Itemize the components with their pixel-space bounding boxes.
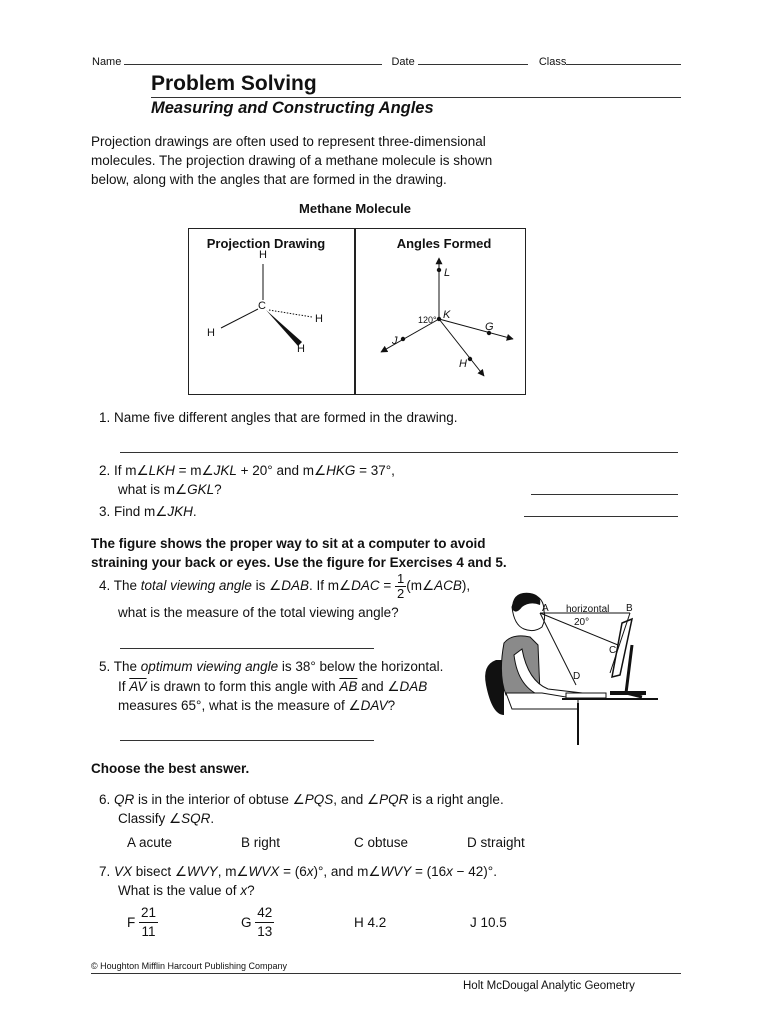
page-subtitle: Measuring and Constructing Angles — [151, 99, 434, 117]
label-j: J — [392, 335, 398, 347]
q6-text: , and ∠ — [333, 792, 380, 807]
q7-text: )°, and m∠ — [313, 864, 381, 879]
q2-text: + 20° and m∠ — [236, 463, 327, 478]
q6-choice-b[interactable]: B right — [241, 835, 281, 850]
q4-angle: DAC — [351, 578, 380, 594]
q6-angle: SQR — [181, 811, 211, 826]
projection-drawing-title: Projection Drawing — [206, 236, 326, 251]
q2-angle: HKG — [326, 463, 356, 478]
q6-choice-d[interactable]: D straight — [467, 835, 525, 850]
q5-text: The — [113, 659, 141, 674]
point-l — [437, 268, 441, 272]
q4-angle: DAB — [281, 578, 309, 594]
fraction-numerator: 42 — [255, 904, 274, 923]
date-label: Date — [391, 56, 415, 68]
segment-ab: $\overline{AB}$ — [339, 679, 358, 694]
q7-text: = (6 — [279, 864, 307, 879]
answer-line-q1[interactable] — [120, 452, 678, 453]
q7-choice-f[interactable] — [127, 904, 158, 941]
question-2 — [99, 461, 395, 480]
book-title: Holt McDougal Analytic Geometry — [463, 980, 635, 992]
keyboard — [566, 693, 606, 698]
label-c: C — [609, 645, 617, 656]
atom-c: C — [258, 300, 266, 312]
label-horizontal: horizontal — [566, 604, 610, 615]
fraction-42-13 — [255, 904, 274, 941]
q6-angle: PQR — [379, 792, 409, 807]
copyright: © Houghton Mifflin Harcourt Publishing Company — [91, 961, 288, 971]
question-2-line2 — [118, 480, 222, 499]
question-4-line2: what is the measure of the total viewing angle? — [118, 605, 399, 620]
monitor-base — [610, 691, 646, 695]
q4-angle: ACB — [434, 578, 462, 594]
question-number: 7. — [99, 864, 111, 879]
q7-text: − 42)°. — [452, 864, 497, 879]
q7-var: x — [306, 864, 314, 879]
intro-line: below, along with the angles that are formed in the drawing. — [91, 172, 447, 187]
q6-choice-c[interactable]: C obtuse — [354, 835, 409, 850]
q6-angle: PQS — [304, 792, 334, 807]
atom-h-bottom: H — [297, 343, 305, 355]
point-j — [401, 337, 405, 341]
question-number: 3. — [99, 504, 111, 519]
segment-av: $\overline{AV}$ — [129, 679, 147, 694]
q5-term: optimum viewing angle — [140, 659, 279, 674]
q7-var: x — [240, 883, 248, 898]
fraction-numerator: 1 — [397, 571, 405, 586]
q5-text: and ∠ — [357, 679, 400, 694]
question-6-line2 — [118, 809, 214, 828]
q2-angle: GKL — [187, 482, 215, 497]
answer-line-q5[interactable] — [120, 740, 374, 741]
question-7-line2 — [118, 881, 255, 900]
point-h — [468, 357, 472, 361]
q2-angle: JKL — [213, 463, 237, 478]
question-1 — [99, 408, 457, 427]
label-g: G — [485, 321, 494, 333]
label-l: L — [444, 267, 451, 279]
q2-text: = m∠ — [174, 463, 214, 478]
name-label: Name — [92, 56, 122, 68]
answer-line-q4[interactable] — [120, 648, 374, 649]
q7-text: ? — [247, 883, 255, 898]
choose-best-answer: Choose the best answer. — [91, 761, 250, 776]
q5-text: measures 65°, what is the measure of ∠ — [118, 698, 361, 713]
atom-h-top: H — [259, 249, 267, 261]
label-d: D — [573, 671, 581, 682]
angles-formed-title: Angles Formed — [396, 236, 492, 251]
q5-angle: DAV — [360, 698, 388, 713]
answer-line-q3[interactable] — [524, 516, 678, 517]
q2-text: If m∠ — [114, 463, 149, 478]
section-line: straining your back or eyes. Use the figure for Exercises 4 and 5. — [91, 555, 507, 570]
label-120-degrees: 120° — [418, 315, 437, 325]
atom-h-left: H — [207, 327, 215, 339]
footer-divider — [91, 973, 681, 974]
q7-choice-j[interactable]: J 10.5 — [470, 915, 507, 930]
q7-choice-g[interactable] — [241, 904, 274, 941]
name-field[interactable] — [124, 52, 382, 65]
question-number: 4. — [99, 578, 111, 594]
q6-text: Classify ∠ — [118, 811, 182, 826]
q5-text: is drawn to form this angle with — [146, 679, 340, 694]
q7-angle: WVX — [248, 864, 280, 879]
bond-left — [221, 309, 258, 328]
class-label: Class — [538, 56, 567, 68]
label-h: H — [459, 358, 467, 370]
date-field[interactable] — [418, 52, 528, 65]
q4-term: total viewing angle — [140, 578, 252, 594]
q5-angle: DAB — [399, 679, 428, 694]
answer-line-q2[interactable] — [531, 494, 678, 495]
q4-text: = — [379, 578, 396, 594]
q7-text: bisect ∠ — [132, 864, 187, 879]
label-k: K — [443, 309, 451, 321]
q4-text: ), — [461, 578, 471, 594]
bond-right-hashed — [269, 310, 312, 317]
ray-kg — [439, 319, 513, 339]
q4-text: is ∠ — [251, 578, 282, 594]
atom-h-right: H — [315, 313, 323, 325]
bond-bottom-wedge — [266, 310, 302, 346]
point-k — [437, 317, 441, 321]
q7-angle: WVY — [380, 864, 412, 879]
q6-choice-a[interactable]: A acute — [127, 835, 173, 850]
one-half-fraction — [395, 572, 406, 601]
fraction-denominator: 2 — [397, 586, 405, 601]
q2-text: what is m∠ — [118, 482, 188, 497]
q3-text: Find m∠ — [114, 504, 168, 519]
label-20-degrees: 20° — [574, 617, 590, 628]
name-row — [92, 52, 681, 68]
choice-letter: G — [241, 915, 252, 930]
ray-vx: VX — [114, 864, 133, 879]
question-3 — [99, 502, 197, 521]
methane-diagram — [188, 228, 524, 393]
intro-line: Projection drawings are often used to represent three-dimensional — [91, 134, 486, 149]
fraction-denominator: 11 — [141, 924, 156, 939]
line-ad — [540, 613, 576, 685]
question-number: 1. — [99, 410, 111, 425]
q3-text: . — [192, 504, 197, 519]
q7-choice-h[interactable]: H 4.2 — [354, 915, 387, 930]
q6-text: . — [210, 811, 215, 826]
question-5-line2 — [118, 677, 427, 696]
monitor-stand — [626, 645, 642, 697]
choice-letter: F — [127, 915, 136, 930]
intro-line: molecules. The projection drawing of a methane molecule is shown — [91, 153, 493, 168]
q2-text: = 37°, — [355, 463, 395, 478]
class-field[interactable] — [566, 52, 681, 65]
section-line: The figure shows the proper way to sit at a computer to avoid — [91, 536, 486, 551]
label-b: B — [626, 603, 633, 614]
q7-angle: WVY — [186, 864, 218, 879]
q5-text: ? — [387, 698, 396, 713]
question-6 — [99, 790, 504, 809]
q7-text: What is the value of — [118, 883, 241, 898]
q5-text: If — [118, 679, 130, 694]
question-number: 5. — [99, 659, 111, 674]
question-text: Name five different angles that are formed in the drawing. — [114, 410, 458, 425]
computer-section-intro — [91, 534, 507, 572]
label-a: A — [542, 603, 549, 614]
ray-qr: QR — [114, 792, 135, 807]
question-5 — [99, 657, 443, 676]
q2-text: ? — [214, 482, 222, 497]
q4-text: . If m∠ — [309, 578, 352, 594]
q6-text: is in the interior of obtuse ∠ — [134, 792, 305, 807]
fraction-denominator: 13 — [257, 924, 273, 939]
q5-text: is 38° below the horizontal. — [278, 659, 444, 674]
q7-text: , m∠ — [217, 864, 249, 879]
q3-angle: JKH — [167, 504, 193, 519]
question-5-line3 — [118, 696, 395, 715]
question-number: 6. — [99, 792, 111, 807]
q4-text: The — [113, 578, 141, 594]
q6-text: is a right angle. — [408, 792, 504, 807]
question-4 — [99, 572, 470, 601]
q2-angle: LKH — [148, 463, 175, 478]
figure-title: Methane Molecule — [299, 201, 411, 216]
q7-var: x — [446, 864, 453, 879]
fraction-21-11 — [139, 904, 158, 941]
page-title: Problem Solving — [151, 72, 317, 95]
q4-text: (m∠ — [406, 578, 435, 594]
intro-paragraph — [91, 132, 691, 189]
q7-text: = (16 — [411, 864, 447, 879]
question-number: 2. — [99, 463, 111, 478]
fraction-numerator: 21 — [139, 904, 158, 923]
question-7 — [99, 862, 497, 881]
title-divider — [151, 97, 681, 98]
